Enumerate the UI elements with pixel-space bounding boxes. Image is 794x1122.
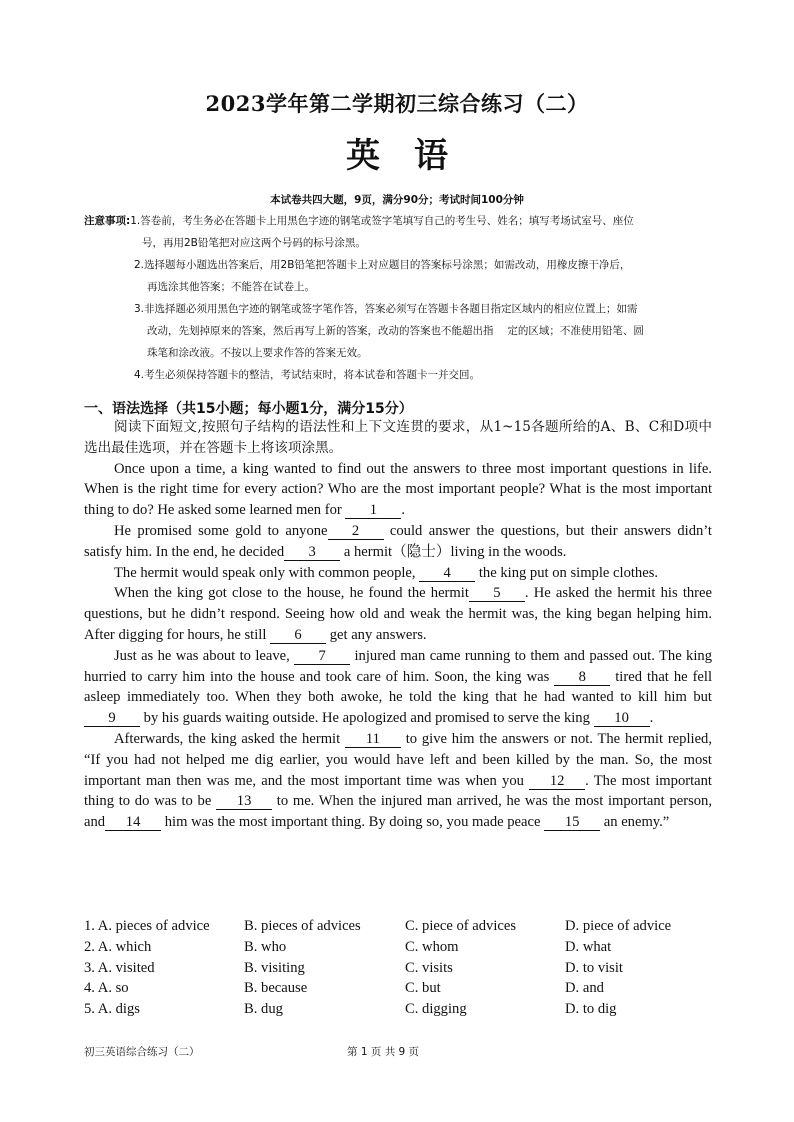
option-c: C. digging (405, 1001, 467, 1018)
option-c: C. piece of advices (405, 918, 517, 934)
option-c: C. visits (405, 959, 453, 976)
note-line: 珠笔和涂改液。不按以上要求作答的答案无效。 (147, 347, 368, 359)
answer-blank: 12 (529, 773, 585, 790)
passage-paragraph (84, 583, 712, 645)
passage-paragraph (84, 563, 712, 584)
option-d: D. what (565, 938, 612, 955)
option-b: B. because (244, 980, 308, 997)
passage-text: to me. When the injured man arrived, he was the most important person, and (84, 793, 712, 831)
subject-char-1: 英 (346, 136, 380, 176)
footer-exam-name: 初三英语综合练习（二） (84, 1046, 200, 1058)
option-c: C. but (405, 980, 441, 997)
passage-paragraph (84, 459, 712, 521)
passage-text: . (401, 502, 406, 519)
answer-blank: 15 (544, 814, 600, 831)
passage-text: . (649, 710, 654, 727)
passage-text: injured man came running to them and passed out. The king hurried to carry him into the house and took care of him. Soon, the king was (84, 647, 712, 685)
answer-blank: 9 (84, 710, 140, 727)
option-b: B. who (244, 938, 287, 955)
answer-blank: 13 (216, 793, 272, 810)
notes-block (84, 210, 714, 386)
note-line: 4.考生必须保持答题卡的整洁，考试结束时，将本试卷和答题卡一并交回。 (134, 369, 481, 381)
option-b: B. dug (244, 1001, 283, 1018)
notes-label: 注意事项: (84, 215, 131, 227)
exam-info: 本试卷共四大题，9页，满分90分；考试时间100分钟 (270, 194, 524, 206)
passage-text: Once upon a time, a king wanted to find out the answers to three most important questions in life. When is the right time for every action? Who are the most important people? What is the most important thing to do? He asked some learned men for (84, 460, 712, 519)
note-line: 改动，先划掉原来的答案，然后再写上新的答案，改动的答案也不能超出指 定的区域；不准使用铅笔、圆 (147, 325, 644, 337)
answer-blank: 3 (284, 544, 340, 561)
note-line: 3.非选择题必须用黑色字迹的钢笔或签字笔作答，答案必须写在答题卡各题目指定区域内的相应位置上；如需 (134, 303, 638, 315)
answer-blank: 10 (594, 710, 650, 727)
passage-text: him was the most important thing. By doing so, you made peace (164, 814, 541, 831)
note-text: 1.答卷前，考生务必在答题卡上用黑色字迹的钢笔或签字笔填写自己的考生号、姓名；填写考场试室号、座位 (130, 215, 634, 227)
passage-paragraph (84, 646, 712, 729)
passage-text: by his guards waiting outside. He apologized and promised to serve the king (143, 710, 590, 727)
options-list (84, 916, 714, 1020)
passage-text: to give him the answers or not. The hermit replied, “If you had not helped me dig earlier, you would have left and been killed by the man. So, the most important man then was me, and the most important time was when you (84, 730, 712, 789)
passage-text: The hermit would speak only with common people, (114, 564, 416, 581)
option-d: D. piece of advice (565, 918, 672, 934)
option-a: 2. A. which (84, 938, 152, 955)
answer-blank: 8 (554, 669, 610, 686)
answer-blank: 1 (345, 502, 401, 519)
passage-text: . He asked the hermit his three questions, but he didn’t respond. Seeing how old and weak the hermit was, the king began helping him. After digging for hours, he still (84, 585, 712, 643)
subject-char-2: 语 (414, 136, 448, 176)
option-b: B. pieces of advices (244, 918, 361, 934)
option-d: D. to dig (565, 1001, 617, 1018)
subject-title (0, 128, 794, 177)
passage-paragraph (84, 729, 712, 833)
passage-text: . The most important thing to do was to be (84, 772, 712, 810)
option-a: 1. A. pieces of advice (84, 918, 210, 934)
passage-text: a hermit（隐士）living in the woods. (343, 543, 567, 560)
option-b: B. visiting (244, 959, 305, 976)
option-a: 4. A. so (84, 980, 129, 997)
passage-text: When the king got close to the house, he found the hermit (114, 585, 469, 602)
question-options (84, 958, 714, 979)
answer-blank: 11 (345, 731, 401, 748)
exam-title: 2023学年第二学期初三综合练习（二） (205, 91, 589, 116)
passage-text: tired that he fell asleep immediately too. When they both awoke, he told the king that he had wanted to kill him but (84, 668, 713, 706)
passage (84, 417, 712, 833)
section-instruction: 阅读下面短文,按照句子结构的语法性和上下文连贯的要求，从1~15各题所给的A、B、C和D项中选出最佳选项，并在答题卡上将该项涂黑。 (84, 419, 712, 456)
passage-paragraph (84, 521, 712, 563)
passage-text: could answer the questions, but their answers didn’t satisfy him. In the end, he decided (84, 522, 712, 560)
question-options (84, 937, 714, 958)
note-line: 号，再用2B铅笔把对应这两个号码的标号涂黑。 (142, 237, 366, 249)
passage-text: the king put on simple clothes. (478, 564, 659, 581)
option-a: 5. A. digs (84, 1001, 140, 1018)
passage-text: Just as he was about to leave, (114, 647, 290, 664)
answer-blank: 4 (419, 565, 475, 582)
question-options (84, 978, 714, 999)
answer-blank: 6 (270, 627, 326, 644)
note-line: 2.选择题每小题选出答案后，用2B铅笔把答题卡上对应题目的答案标号涂黑；如需改动，用橡皮擦干净后， (134, 259, 631, 271)
note-line: 再选涂其他答案；不能答在试卷上。 (147, 281, 315, 293)
answer-blank: 2 (328, 523, 384, 540)
passage-text: Afterwards, the king asked the hermit (114, 730, 341, 747)
answer-blank: 14 (105, 814, 161, 831)
passage-text: He promised some gold to anyone (114, 522, 328, 539)
passage-text: get any answers. (329, 626, 427, 643)
option-c: C. whom (405, 938, 459, 955)
question-options (84, 999, 714, 1020)
note-line (84, 210, 714, 232)
option-d: D. and (565, 980, 604, 997)
section-heading: 一、语法选择（共15小题；每小题1分，满分15分） (84, 401, 413, 417)
question-options (84, 916, 714, 937)
passage-text: an enemy.” (603, 814, 670, 831)
answer-blank: 5 (469, 585, 525, 602)
page-number: 第 1 页 共 9 页 (347, 1046, 420, 1058)
option-a: 3. A. visited (84, 959, 155, 976)
answer-blank: 7 (294, 648, 350, 665)
option-d: D. to visit (565, 959, 623, 976)
